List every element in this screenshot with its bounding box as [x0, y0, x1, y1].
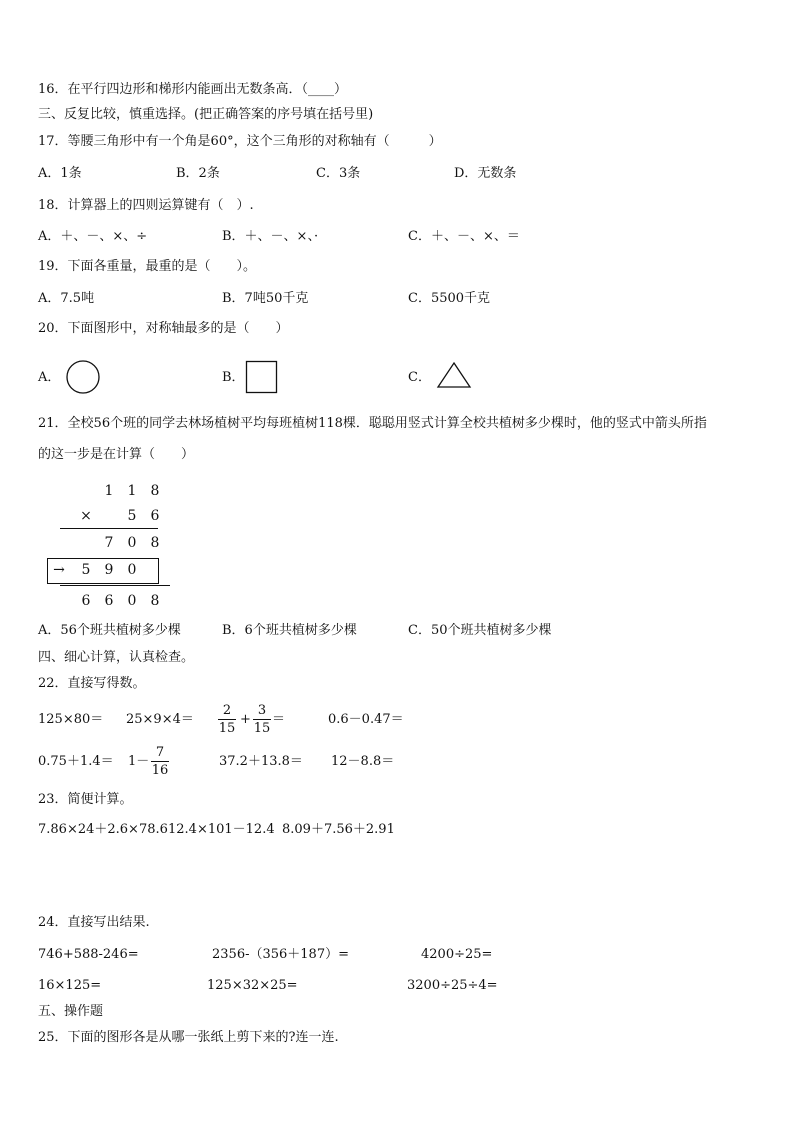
calc-item: 12－8.8＝: [331, 754, 395, 769]
question-20-stem: 20．下面图形中，对称轴最多的是（ ）: [38, 321, 289, 336]
fraction-2-15: 2 15: [218, 703, 236, 736]
q21-option-c: C．50个班共植树多少棵: [408, 623, 552, 638]
digit: 6: [81, 593, 91, 609]
q18-option-b: B．＋、－、×、·: [222, 229, 319, 244]
calc-item: 16×125=: [38, 978, 102, 993]
arrow-icon: →: [53, 562, 65, 578]
question-16: 16．在平行四边形和梯形内能画出无数条高．（____）: [38, 82, 348, 97]
circle-icon: [66, 360, 100, 394]
q21-option-b: B．6个班共植树多少棵: [222, 623, 357, 638]
digit: 1: [104, 483, 114, 499]
question-24-stem: 24．直接写出结果.: [38, 915, 150, 930]
q20-option-a: A．: [38, 370, 61, 385]
section-3-heading: 三、反复比较，慎重选择。(把正确答案的序号填在括号里): [38, 107, 374, 122]
digit: 6: [150, 508, 160, 524]
triangle-icon: [437, 362, 471, 388]
q20-option-c: C．: [408, 370, 431, 385]
sum-line: [60, 585, 170, 586]
digit: 6: [104, 593, 114, 609]
q17-option-b: B．2条: [176, 166, 220, 181]
calc-item: 4200÷25=: [421, 947, 493, 962]
calc-item: 0.6－0.47＝: [328, 712, 404, 727]
q17-option-c: C．3条: [316, 166, 361, 181]
question-18-stem: 18．计算器上的四则运算键有（ ）.: [38, 198, 254, 213]
digit: 5: [127, 508, 137, 524]
question-22-stem: 22．直接写得数。: [38, 676, 146, 691]
fraction-7-16: 7 16: [151, 745, 169, 778]
calc-item: 8.09＋7.56＋2.91: [282, 822, 395, 837]
digit: 8: [150, 483, 160, 499]
q18-option-a: A．＋、－、×、÷: [38, 229, 148, 244]
q19-option-c: C．5500千克: [408, 291, 491, 306]
question-21-line-2: 的这一步是在计算（ ）: [38, 447, 195, 462]
digit: 7: [104, 535, 114, 551]
digit: 9: [104, 562, 114, 578]
result-line: [60, 528, 158, 529]
digit: 0: [127, 562, 137, 578]
calc-item: 0.75＋1.4＝: [38, 754, 114, 769]
digit: 1: [127, 483, 137, 499]
section-5-heading: 五、操作题: [38, 1004, 104, 1019]
calc-item: 7.86×24＋2.6×78.6: [38, 822, 168, 837]
q19-option-a: A．7.5吨: [38, 291, 95, 306]
question-19-stem: 19．下面各重量，最重的是（ ）。: [38, 259, 257, 274]
digit: 0: [127, 593, 137, 609]
calc-item: ＝: [272, 712, 286, 727]
times-sign: ×: [80, 508, 92, 524]
calc-item: 12.4×101－12.4: [168, 822, 275, 837]
calc-item: 746+588-246=: [38, 947, 139, 962]
question-25-stem: 25．下面的图形各是从哪一张纸上剪下来的?连一连.: [38, 1030, 339, 1045]
q19-option-b: B．7吨50千克: [222, 291, 309, 306]
digit: 8: [150, 535, 160, 551]
calc-item: 125×80＝: [38, 712, 104, 727]
digit: 8: [150, 593, 160, 609]
fraction-3-15: 3 15: [253, 703, 271, 736]
digit: 0: [127, 535, 137, 551]
calc-item: 125×32×25=: [207, 978, 298, 993]
q18-option-c: C．＋、－、×、＝: [408, 229, 520, 244]
question-21-line-1: 21．全校56个班的同学去林场植树平均每班植树118棵．聪聪用竖式计算全校共植树多少棵时，他的竖式中箭头所指: [38, 416, 707, 431]
question-17-stem: 17．等腰三角形中有一个角是60°，这个三角形的对称轴有（ ）: [38, 134, 442, 149]
calc-item: 1－: [128, 754, 150, 769]
q17-option-a: A．1条: [38, 166, 82, 181]
q20-option-b: B．: [222, 370, 245, 385]
calc-item: 37.2＋13.8＝: [219, 754, 303, 769]
square-icon: [246, 361, 278, 393]
plus-sign: +: [240, 712, 251, 727]
digit: 5: [81, 562, 91, 578]
section-4-heading: 四、细心计算，认真检查。: [38, 650, 195, 665]
calc-item: 25×9×4＝: [126, 712, 194, 727]
q21-option-a: A．56个班共植树多少棵: [38, 623, 181, 638]
calc-item: 3200÷25÷4=: [407, 978, 498, 993]
question-23-stem: 23．简便计算。: [38, 792, 133, 807]
calc-item: 2356-（356＋187）=: [212, 947, 349, 962]
q17-option-d: D．无数条: [454, 166, 517, 181]
